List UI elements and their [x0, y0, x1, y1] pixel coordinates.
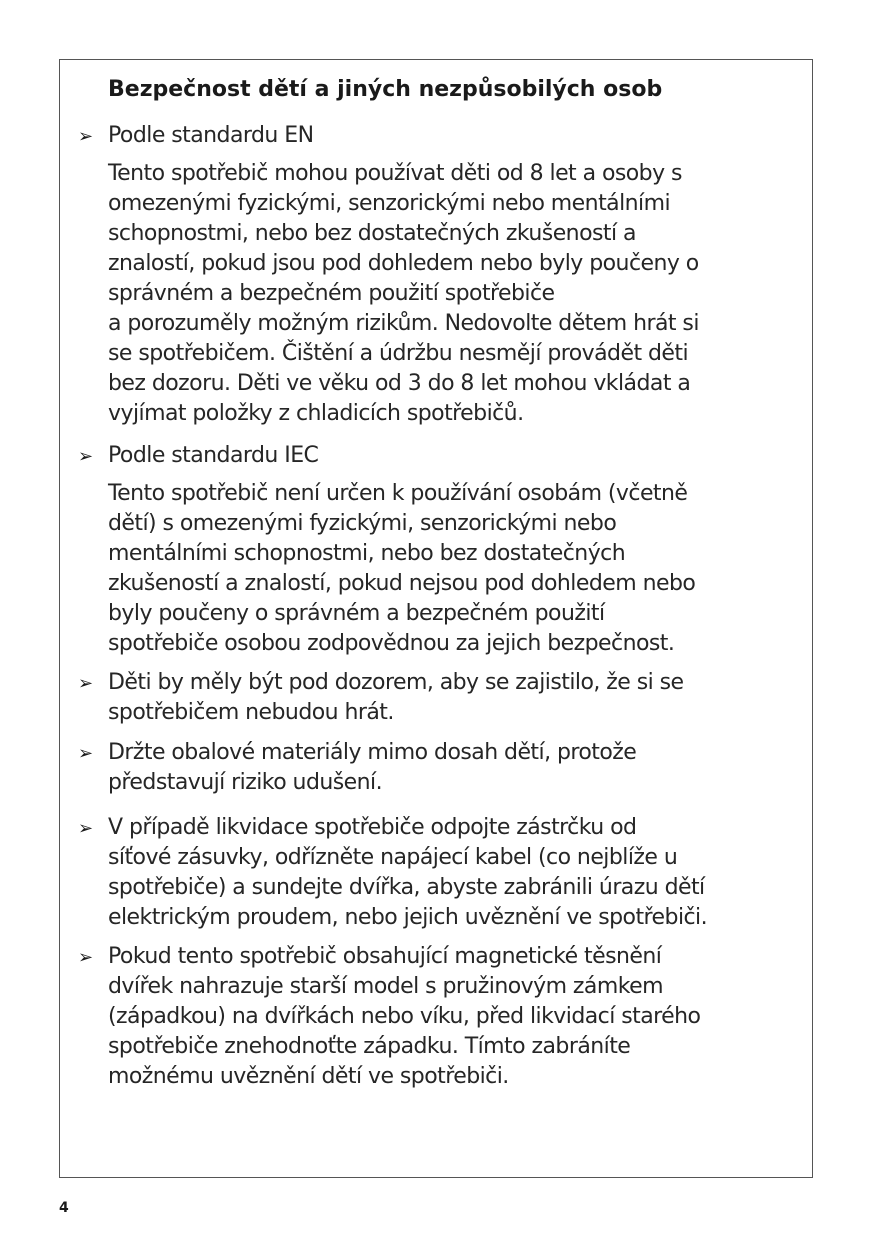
- paragraph-line: správném a bezpečném použití spotřebiče: [108, 281, 555, 306]
- bullet-icon: ➢: [78, 126, 94, 147]
- paragraph-line: Tento spotřebič mohou používat děti od 8 let a osoby s: [108, 161, 682, 186]
- bullet-heading-en: Podle standardu EN: [108, 123, 314, 148]
- paragraph-line: dvířek nahrazuje starší model s pružinovým zámkem: [108, 974, 663, 999]
- paragraph-line: spotřebiče znehodnoťte západku. Tímto zabráníte: [108, 1034, 631, 1059]
- paragraph-line: Tento spotřebič není určen k používání osobám (včetně: [108, 481, 688, 506]
- paragraph-line: Držte obalové materiály mimo dosah dětí, protože: [108, 740, 637, 765]
- paragraph-line: možnému uvěznění dětí ve spotřebiči.: [108, 1064, 509, 1089]
- paragraph-line: dětí) s omezenými fyzickými, senzorickými nebo: [108, 511, 617, 536]
- paragraph-line: byly poučeny o správném a bezpečném použití: [108, 601, 605, 626]
- paragraph-line: elektrickým proudem, nebo jejich uvěznění ve spotřebiči.: [108, 905, 708, 930]
- bullet-heading-iec: Podle standardu IEC: [108, 443, 319, 468]
- bullet-icon: ➢: [78, 743, 94, 764]
- paragraph-line: Pokud tento spotřebič obsahující magnetické těsnění: [108, 944, 662, 969]
- paragraph-line: představují riziko udušení.: [108, 770, 383, 795]
- paragraph-line: síťové zásuvky, odřízněte napájecí kabel (co nejblíže u: [108, 845, 678, 870]
- paragraph-line: V případě likvidace spotřebiče odpojte zástrčku od: [108, 815, 637, 840]
- bullet-icon: ➢: [78, 947, 94, 968]
- paragraph-line: zkušeností a znalostí, pokud nejsou pod dohledem nebo: [108, 571, 696, 596]
- paragraph-line: mentálními schopnostmi, nebo bez dostatečných: [108, 541, 626, 566]
- paragraph-line: spotřebiče osobou zodpovědnou za jejich bezpečnost.: [108, 631, 675, 656]
- bullet-supervision: [108, 668, 684, 728]
- paragraph-line: vyjímat položky z chladicích spotřebičů.: [108, 401, 524, 426]
- paragraph-line: Děti by měly být pod dozorem, aby se zajistilo, že si se: [108, 670, 684, 695]
- paragraph-line: a porozuměly možným rizikům. Nedovolte dětem hrát si: [108, 311, 699, 336]
- paragraph-en: [108, 159, 699, 429]
- bullet-magnetic-seal: [108, 942, 700, 1092]
- bullet-icon: ➢: [78, 818, 94, 839]
- paragraph-line: bez dozoru. Děti ve věku od 3 do 8 let mohou vkládat a: [108, 371, 691, 396]
- paragraph-line: schopnostmi, nebo bez dostatečných zkušeností a: [108, 221, 636, 246]
- paragraph-line: spotřebiče) a sundejte dvířka, abyste zabránili úrazu dětí: [108, 875, 705, 900]
- paragraph-line: omezenými fyzickými, senzorickými nebo mentálními: [108, 191, 671, 216]
- paragraph-line: (západkou) na dvířkách nebo víku, před likvidací starého: [108, 1004, 701, 1029]
- bullet-packaging: [108, 738, 636, 798]
- paragraph-line: znalostí, pokud jsou pod dohledem nebo byly poučeny o: [108, 251, 699, 276]
- paragraph-iec: [108, 479, 695, 659]
- bullet-icon: ➢: [78, 673, 94, 694]
- bullet-icon: ➢: [78, 446, 94, 467]
- paragraph-line: se spotřebičem. Čištění a údržbu nesmějí provádět děti: [108, 341, 689, 366]
- bullet-disposal: [108, 813, 707, 933]
- page-number: 4: [59, 1200, 69, 1216]
- page-title: Bezpečnost dětí a jiných nezpůsobilých osob: [108, 77, 663, 102]
- paragraph-line: spotřebičem nebudou hrát.: [108, 700, 394, 725]
